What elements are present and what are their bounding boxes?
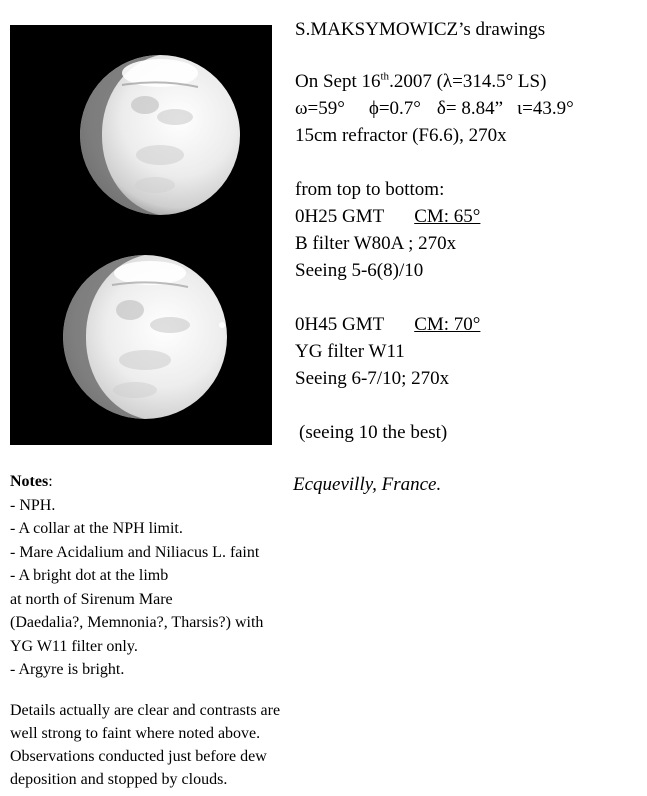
note-line: YG W11 filter only. xyxy=(10,637,138,655)
details-line: Details actually are clear and contrasts are xyxy=(10,702,281,719)
drawing1-time-line xyxy=(295,203,480,230)
mars-drawings-image xyxy=(10,25,272,445)
details-line: deposition and stopped by clouds. xyxy=(10,771,228,788)
param-omega: ω=59° xyxy=(295,98,345,119)
details-line: Observations conducted just before dew xyxy=(10,748,267,765)
note-line: - A bright dot at the limb xyxy=(10,567,169,584)
drawing1-time: 0H25 GMT xyxy=(295,206,385,227)
mars-disc-top xyxy=(80,55,240,215)
notes-heading: Notes: xyxy=(10,473,53,490)
date-ordinal: th xyxy=(380,70,390,83)
observation-params-line xyxy=(295,95,574,122)
drawing2-time: 0H45 GMT xyxy=(295,314,385,335)
note-line: - Mare Acidalium and Niliacus L. faint xyxy=(10,543,260,561)
page-title: S.MAKSYMOWICZ’s drawings xyxy=(295,19,546,40)
instrument-line: 15cm refractor (F6.6), 270x xyxy=(295,125,507,146)
seeing-scale-note: (seeing 10 the best) xyxy=(299,422,448,443)
drawings-panel xyxy=(10,25,272,445)
note-line: - NPH. xyxy=(10,496,56,514)
param-phi: ϕ=0.7° xyxy=(368,98,421,119)
observation-date-line xyxy=(295,68,546,95)
drawing2-seeing: Seeing 6-7/10; 270x xyxy=(295,368,450,389)
note-line: - A collar at the NPH limit. xyxy=(10,520,183,537)
details-paragraph xyxy=(10,699,280,791)
details-line: well strong to faint where noted above. xyxy=(10,725,261,742)
note-line: - Argyre is bright. xyxy=(10,661,125,678)
date-prefix: On Sept 16 xyxy=(295,71,381,92)
note-line: at north of Sirenum Mare xyxy=(10,590,173,608)
drawing2-cm: CM: 70° xyxy=(414,314,481,335)
drawing1-seeing: Seeing 5-6(8)/10 xyxy=(295,260,424,281)
drawing2-time-line xyxy=(295,311,480,338)
date-suffix: .2007 (λ=314.5° LS) xyxy=(389,71,547,92)
drawing1-filter: B filter W80A ; 270x xyxy=(295,233,457,254)
notes-section xyxy=(10,470,263,682)
drawing1-cm: CM: 65° xyxy=(414,206,481,227)
param-delta: δ= 8.84” xyxy=(436,98,504,119)
note-line: (Daedalia?, Memnonia?, Tharsis?) with xyxy=(10,614,264,631)
drawing2-filter: YG filter W11 xyxy=(295,341,405,362)
mars-disc-bottom xyxy=(63,255,227,419)
param-iota: ι=43.9° xyxy=(517,98,574,119)
location: Ecquevilly, France. xyxy=(293,474,442,495)
notes-heading-label: Notes xyxy=(10,473,49,490)
sequence-intro: from top to bottom: xyxy=(295,179,445,200)
